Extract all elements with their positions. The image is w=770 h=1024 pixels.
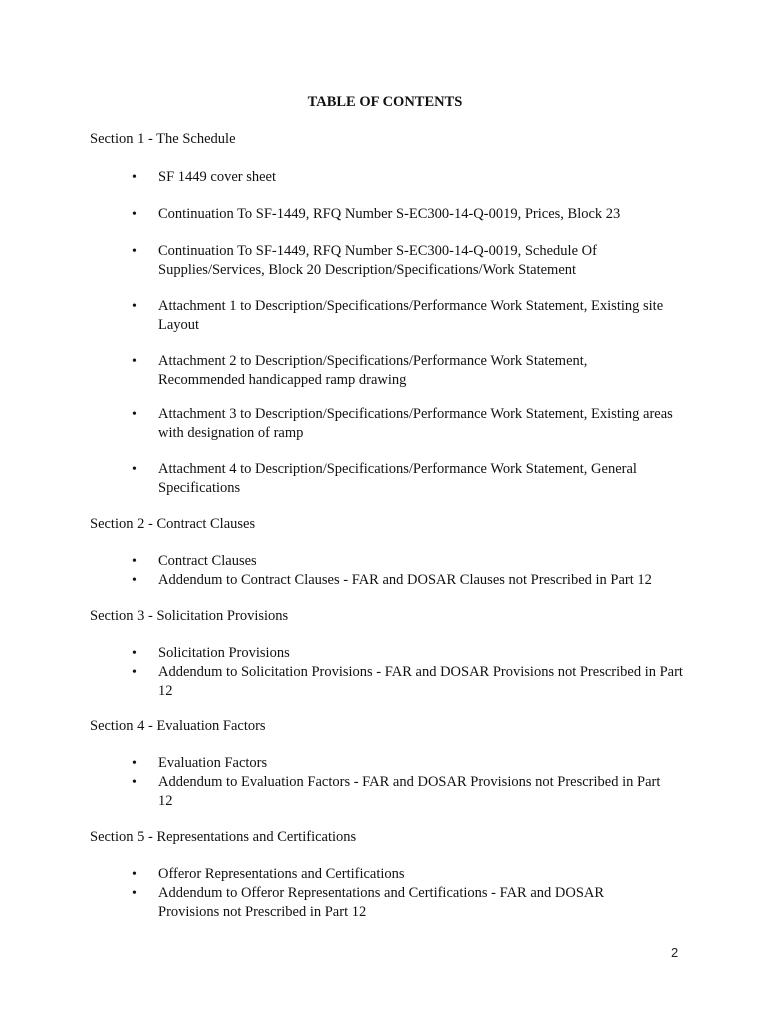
page-title: TABLE OF CONTENTS (307, 94, 463, 110)
list-item: • Addendum to Offeror Representations and Certifications - FAR and DOSAR Provisions not Prescribed in Part 12 (158, 884, 638, 922)
list-item: • Addendum to Solicitation Provisions - FAR and DOSAR Provisions not Prescribed in Part 12 (158, 663, 688, 701)
list-item: • Continuation To SF-1449, RFQ Number S-EC300-14-Q-0019, Prices, Block 23 (158, 205, 698, 224)
list-item: • Solicitation Provisions (158, 644, 698, 663)
list-item: • Addendum to Contract Clauses - FAR and DOSAR Clauses not Prescribed in Part 12 (158, 571, 718, 590)
list-item: • Continuation To SF-1449, RFQ Number S-EC300-14-Q-0019, Schedule Of Supplies/Services, Block 20 Description/Specifications/Work Statement (158, 242, 658, 280)
list-item: • SF 1449 cover sheet (158, 168, 698, 187)
section-heading: Section 5 - Representations and Certifications (90, 829, 357, 845)
list-item: • Offeror Representations and Certifications (158, 865, 698, 884)
list-item: • Attachment 4 to Description/Specifications/Performance Work Statement, General Specifications (158, 460, 678, 498)
list-item: • Evaluation Factors (158, 754, 698, 773)
list-item: • Addendum to Evaluation Factors - FAR and DOSAR Provisions not Prescribed in Part 12 (158, 773, 668, 811)
section-heading: Section 2 - Contract Clauses (90, 516, 256, 532)
section-heading: Section 3 - Solicitation Provisions (90, 608, 289, 624)
section-heading: Section 4 - Evaluation Factors (90, 718, 266, 734)
page-number: 2 (671, 945, 679, 960)
list-item: • Contract Clauses (158, 552, 698, 571)
list-item: • Attachment 1 to Description/Specifications/Performance Work Statement, Existing site Layout (158, 297, 678, 335)
list-item: • Attachment 3 to Description/Specifications/Performance Work Statement, Existing areas with designation of ramp (158, 405, 678, 443)
list-item: • Attachment 2 to Description/Specifications/Performance Work Statement, Recommended handicapped ramp drawing (158, 352, 628, 390)
section-heading: Section 1 - The Schedule (90, 131, 236, 147)
